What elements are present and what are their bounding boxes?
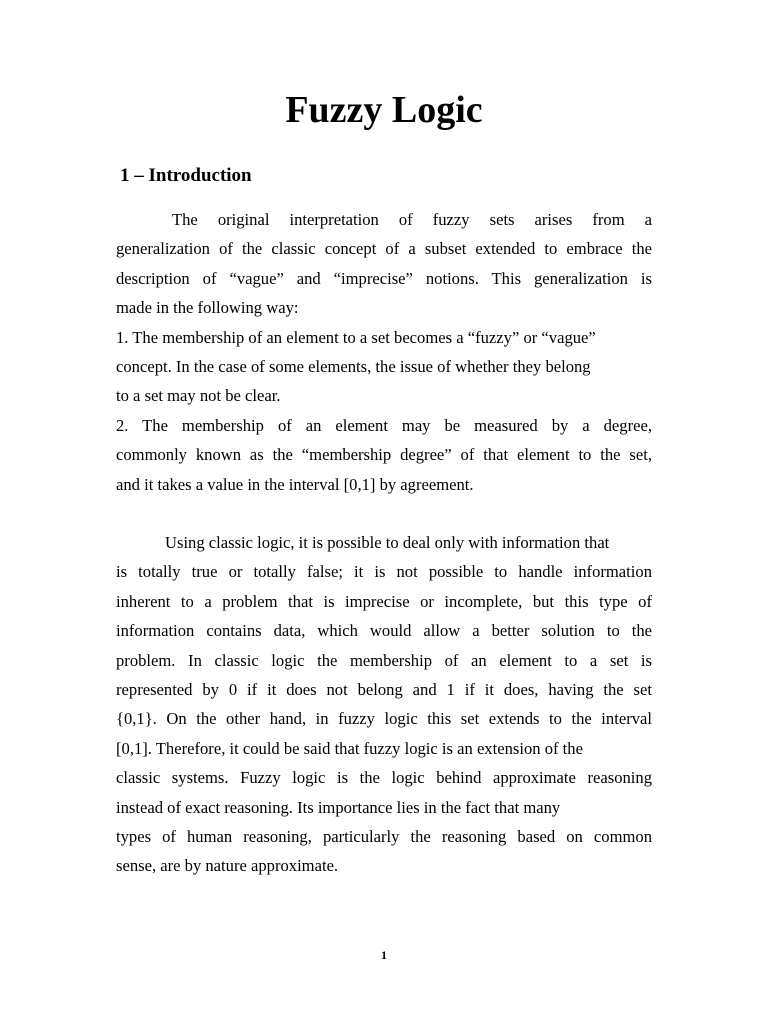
list-item-line: commonly known as the “membership degree” of that element to the set, xyxy=(116,445,652,465)
paragraph-line: instead of exact reasoning. Its importance lies in the fact that many xyxy=(116,797,561,817)
list-item-line: 2. The membership of an element may be measured by a degree, xyxy=(116,415,652,435)
paragraph-line: generalization of the classic concept of a subset extended to embrace the xyxy=(116,239,652,259)
paragraph-line: {0,1}. On the other hand, in fuzzy logic this set extends to the interval xyxy=(116,709,652,729)
list-item-line: and it takes a value in the interval [0,1] by agreement. xyxy=(116,474,474,494)
paragraph-line: classic systems. Fuzzy logic is the logic behind approximate reasoning xyxy=(116,768,652,788)
paragraph-line: made in the following way: xyxy=(116,298,299,318)
paragraph-line: inherent to a problem that is imprecise or incomplete, but this type of xyxy=(116,591,652,611)
paragraph-line: [0,1]. Therefore, it could be said that fuzzy logic is an extension of the xyxy=(116,738,583,758)
paragraph-line: types of human reasoning, particularly the reasoning based on common xyxy=(116,826,652,846)
paragraph-introduction xyxy=(116,205,652,499)
paragraph-line: is totally true or totally false; it is not possible to handle information xyxy=(116,562,652,582)
section-heading: 1 – Introduction xyxy=(120,165,252,186)
paragraph-line: The original interpretation of fuzzy sets arises from a xyxy=(172,210,652,229)
paragraph-line: Using classic logic, it is possible to deal only with information that xyxy=(165,533,610,552)
list-item-line: 1. The membership of an element to a set becomes a “fuzzy” or “vague” xyxy=(116,327,596,347)
paragraph-classic-logic xyxy=(116,528,652,881)
paragraph-line: problem. In classic logic the membership of an element to a set is xyxy=(116,650,652,670)
document-title: Fuzzy Logic xyxy=(285,89,483,131)
list-item-line: to a set may not be clear. xyxy=(116,386,281,406)
list-item-line: concept. In the case of some elements, the issue of whether they belong xyxy=(116,356,591,376)
paragraph-line: description of “vague” and “imprecise” notions. This generalization is xyxy=(116,268,652,288)
paragraph-line: information contains data, which would allow a better solution to the xyxy=(116,621,652,641)
page-number: 1 xyxy=(381,948,387,962)
paragraph-line: represented by 0 if it does not belong and 1 if it does, having the set xyxy=(116,679,652,699)
paragraph-line: sense, are by nature approximate. xyxy=(116,856,339,876)
